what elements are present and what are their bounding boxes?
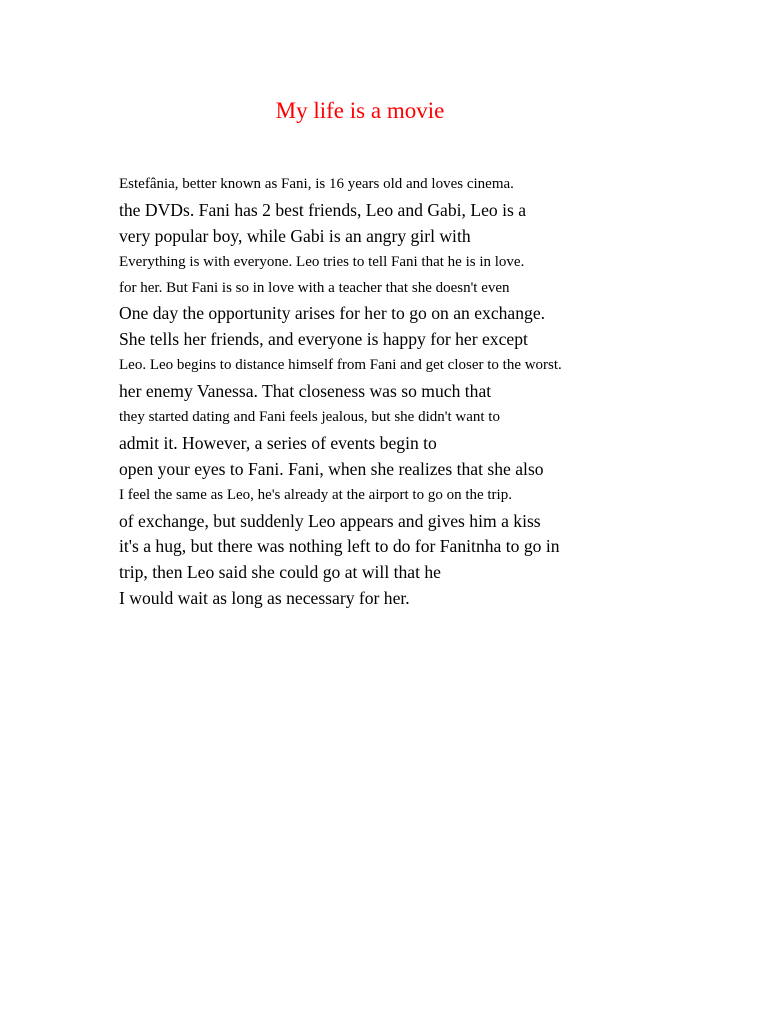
text-line: her enemy Vanessa. That closeness was so much that xyxy=(119,381,492,402)
text-line: Leo. Leo begins to distance himself from Fani and get closer to the worst. xyxy=(119,357,562,374)
text-line: She tells her friends, and everyone is happy for her except xyxy=(119,329,528,350)
text-line: I would wait as long as necessary for her. xyxy=(119,588,410,609)
text-line: One day the opportunity arises for her to go on an exchange. xyxy=(119,303,546,324)
text-line: of exchange, but suddenly Leo appears and gives him a kiss xyxy=(119,510,541,531)
text-line: admit it. However, a series of events begin to xyxy=(119,432,437,453)
text-line: Everything is with everyone. Leo tries to tell Fani that he is in love. xyxy=(119,253,525,270)
text-line: the DVDs. Fani has 2 best friends, Leo and Gabi, Leo is a xyxy=(119,199,527,220)
document-title: My life is a movie xyxy=(275,98,445,123)
text-line: Estefânia, better known as Fani, is 16 years old and loves cinema. xyxy=(119,176,514,192)
text-line: it's a hug, but there was nothing left to do for Fanitnha to go in xyxy=(119,536,560,557)
text-line: I feel the same as Leo, he's already at the airport to go on the trip. xyxy=(119,486,512,503)
text-line: trip, then Leo said she could go at will that he xyxy=(119,562,441,583)
text-line: very popular boy, while Gabi is an angry girl with xyxy=(119,225,471,246)
text-line: for her. But Fani is so in love with a teacher that she doesn't even xyxy=(119,279,510,296)
document-body xyxy=(119,172,759,612)
text-line: open your eyes to Fani. Fani, when she realizes that she also xyxy=(119,458,544,479)
text-line: they started dating and Fani feels jealous, but she didn't want to xyxy=(119,409,500,426)
